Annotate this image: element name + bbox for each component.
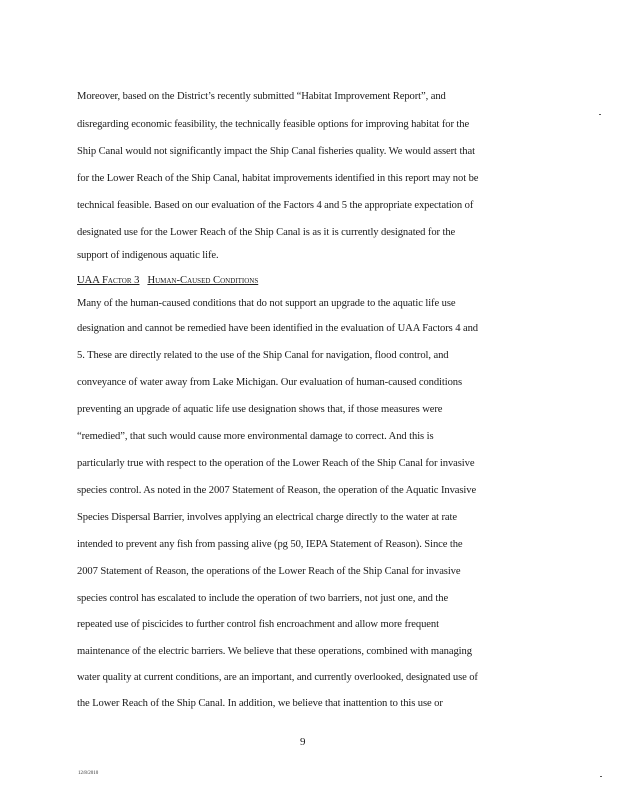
heading-title: Human-Caused Conditions [147,275,259,286]
text-line: repeated use of piscicides to further control fish encroachment and allow more frequent [77,619,439,630]
page-number: 9 [300,736,306,748]
text-line: the Lower Reach of the Ship Canal. In addition, we believe that inattention to this use or [77,698,443,709]
scan-speck [599,114,601,115]
text-line: 5. These are directly related to the use of the Ship Canal for navigation, flood control, and [77,350,449,361]
text-line: 2007 Statement of Reason, the operations of the Lower Reach of the Ship Canal for invasive [77,566,461,577]
text-line: designation and cannot be remedied have been identified in the evaluation of UAA Factors 4 and [77,323,478,334]
heading-number: 3 [131,275,140,286]
text-line: species control. As noted in the 2007 Statement of Reason, the operation of the Aquatic Invasive [77,485,477,496]
text-line: intended to prevent any fish from passing alive (pg 50, IEPA Statement of Reason). Since the [77,539,463,550]
text-line: maintenance of the electric barriers. We believe that these operations, combined with managing [77,646,472,657]
section-heading [77,276,258,287]
text-line: water quality at current conditions, are an important, and currently overlooked, designated use of [77,672,478,683]
text-line: Moreover, based on the District’s recently submitted “Habitat Improvement Report”, and [77,91,446,102]
text-line: species control has escalated to include the operation of two barriers, not just one, and the [77,593,449,604]
text-line: Species Dispersal Barrier, involves applying an electrical charge directly to the water at rate [77,512,457,523]
text-line: preventing an upgrade of aquatic life use designation shows that, if those measures were [77,404,443,415]
footer-date: 12/8/2010 [78,771,99,776]
text-line: support of indigenous aquatic life. [77,250,219,261]
text-line: Many of the human-caused conditions that do not support an upgrade to the aquatic life use [77,298,456,309]
text-line: disregarding economic feasibility, the technically feasible options for improving habitat for the [77,119,470,130]
text-line: for the Lower Reach of the Ship Canal, habitat improvements identified in this report may not be [77,173,479,184]
scan-speck [600,776,602,777]
text-line: “remedied”, that such would cause more environmental damage to correct. And this is [77,431,434,442]
text-line: designated use for the Lower Reach of the Ship Canal is as it is currently designated for the [77,227,456,238]
text-line: Ship Canal would not significantly impact the Ship Canal fisheries quality. We would assert that [77,146,475,157]
heading-prefix: UAA F [77,275,108,286]
heading-factor: actor [107,275,132,286]
text-line: conveyance of water away from Lake Michigan. Our evaluation of human-caused conditions [77,377,462,388]
text-line: particularly true with respect to the operation of the Lower Reach of the Ship Canal for invasive [77,458,475,469]
text-line: technical feasible. Based on our evaluation of the Factors 4 and 5 the appropriate expectation of [77,200,474,211]
